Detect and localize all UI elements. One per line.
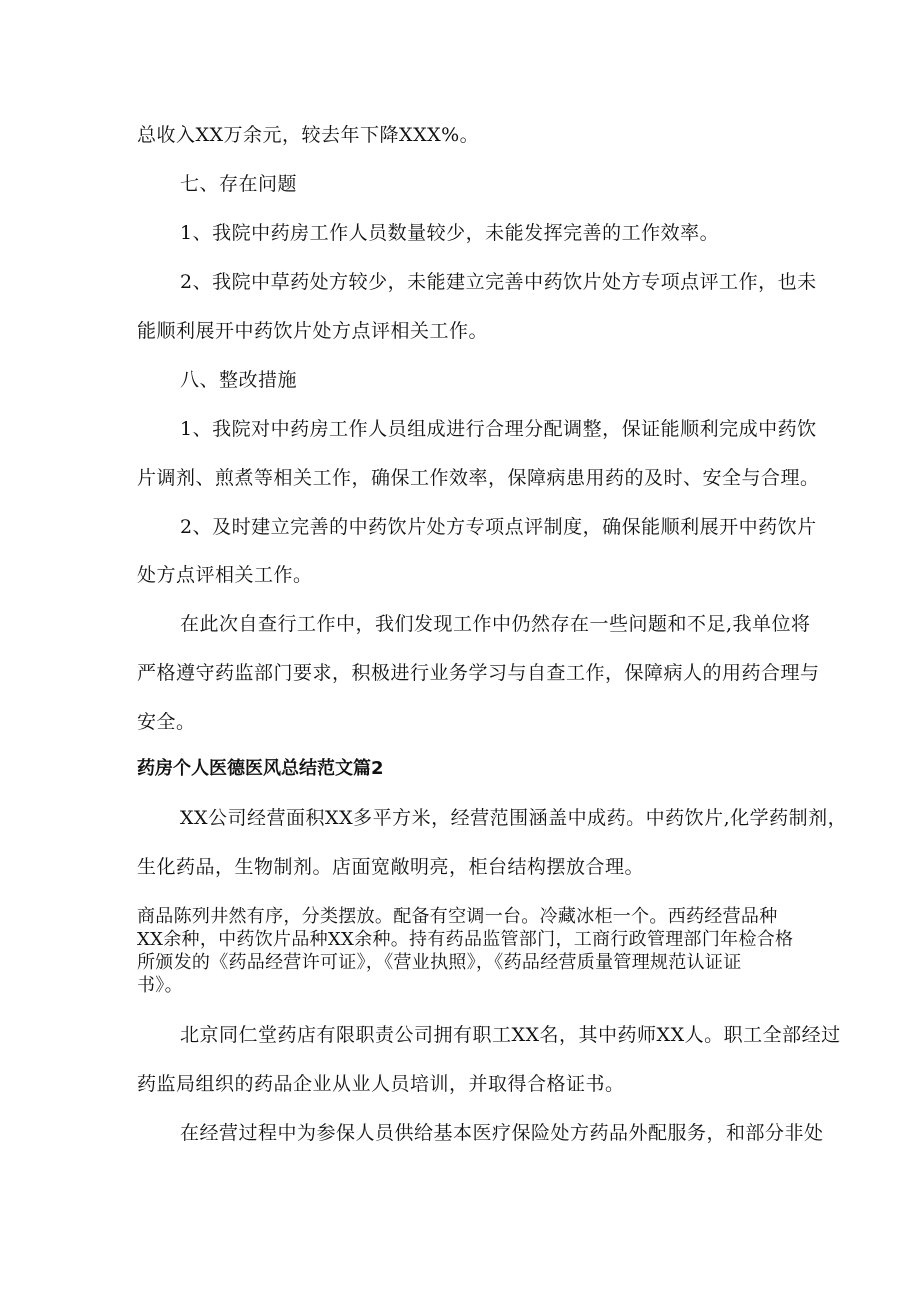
paragraph-line: 片调剂、煎煮等相关工作，确保工作效率，保障病患用药的及时、安全与合理。 — [137, 467, 820, 489]
dense-paragraph-line: 书》。 — [137, 975, 183, 996]
dense-paragraph-line: XX余种，中药饮片品种XX余种。持有药品监管部门，工商行政管理部门年检合格 — [137, 929, 794, 950]
paragraph-line: 1、我院对中药房工作人员组成进行合理分配调整，保证能顺利完成中药饮 — [180, 418, 817, 440]
dense-paragraph-line: 所颁发的《药品经营许可证》，《营业执照》，《药品经营质量管理规范认证证 — [137, 952, 742, 973]
paragraph-line: 能顺利展开中药饮片处方点评相关工作。 — [137, 320, 489, 342]
paragraph-line: 安全。 — [137, 711, 196, 733]
paragraph-line: 2、我院中草药处方较少，未能建立完善中药饮片处方专项点评工作，也未 — [180, 271, 817, 293]
paragraph-line: 总收入XX万余元，较去年下降XXX%。 — [137, 124, 480, 146]
article-heading: 药房个人医德医风总结范文篇2 — [137, 758, 384, 779]
paragraph-line: 严格遵守药监部门要求，积极进行业务学习与自查工作，保障病人的用药合理与 — [137, 662, 820, 684]
section-title-problems: 七、存在问题 — [180, 173, 298, 195]
dense-paragraph-line: 商品陈列井然有序，分类摆放。配备有空调一台。冷藏冰柜一个。西药经营品种 — [137, 906, 778, 927]
paragraph-line: 生化药品，生物制剂。店面宽敞明亮，柜台结构摆放合理。 — [137, 856, 645, 878]
paragraph-line: 药监局组织的药品企业从业人员培训，并取得合格证书。 — [137, 1073, 625, 1095]
paragraph-line: 北京同仁堂药店有限职责公司拥有职工XX名，其中药师XX人。职工全部经过 — [180, 1024, 841, 1046]
paragraph-line: XX公司经营面积XX多平方米，经营范围涵盖中成药。中药饮片,化学药制剂， — [180, 807, 848, 829]
paragraph-line: 在此次自查行工作中，我们发现工作中仍然存在一些问题和不足,我单位将 — [180, 613, 811, 635]
section-title-measures: 八、整改措施 — [180, 369, 298, 391]
paragraph-line: 2、及时建立完善的中药饮片处方专项点评制度，确保能顺利展开中药饮片 — [180, 516, 817, 538]
paragraph-line: 处方点评相关工作。 — [137, 564, 313, 586]
paragraph-line: 1、我院中药房工作人员数量较少，未能发挥完善的工作效率。 — [180, 222, 720, 244]
paragraph-line: 在经营过程中为参保人员供给基本医疗保险处方药品外配服务，和部分非处 — [180, 1122, 824, 1144]
